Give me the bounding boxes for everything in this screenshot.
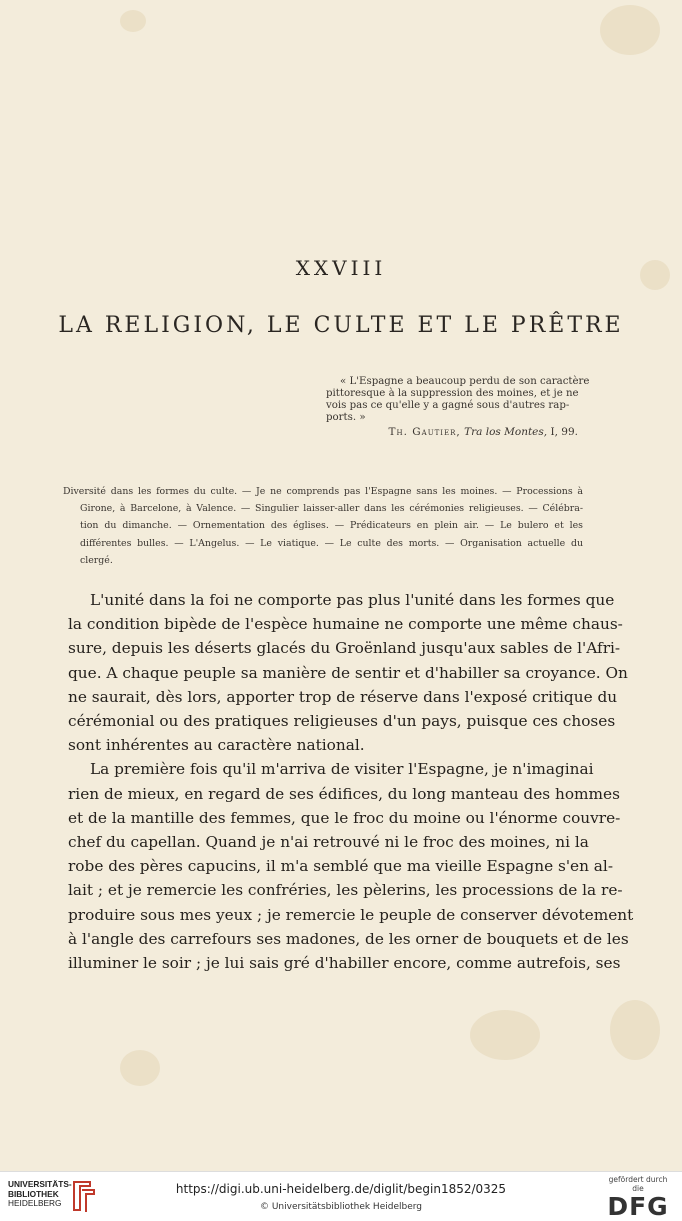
body-line: L'unité dans la foi ne comporte pas plus l'unité dans les formes que <box>90 591 615 609</box>
library-name-line: UNIVERSITÄTS- <box>8 1179 72 1189</box>
summary-line: Diversité dans les formes du culte. — Je ne comprends pas l'Espagne sans les moines. — Processions à <box>63 486 583 497</box>
summary-line: clergé. <box>80 554 113 566</box>
body-line: sure, depuis les déserts glacés du Groënland jusqu'aux sables de l'Afri- <box>68 639 621 658</box>
body-line: ne saurait, dès lors, apporter trop de réserve dans l'exposé critique du <box>68 687 618 706</box>
paper-stain <box>120 10 146 32</box>
body-line: cérémonial ou des pratiques religieuses d'un pays, puisque ces choses <box>68 712 616 731</box>
viewer-footer <box>0 1171 682 1220</box>
body-line: que. A chaque peuple sa manière de sentir et d'habiller sa croyance. On <box>68 663 628 682</box>
chapter-title: LA RELIGION, LE CULTE ET LE PRÊTRE <box>58 313 624 338</box>
body-line: illuminer le soir ; je lui sais gré d'habiller encore, comme autrefois, ses <box>68 954 621 973</box>
body-line: rien de mieux, en regard de ses édifices, du long manteau des hommes <box>68 784 620 803</box>
epigraph-reference: I, 99. <box>550 426 578 438</box>
paper-stain <box>470 1010 540 1060</box>
body-line: chef du capellan. Quand je n'ai retrouvé ni le froc des moines, ni la <box>68 833 589 852</box>
summary-line: Girone, à Barcelone, à Valence. — Singulier laisser-aller dans les cérémonies religieuses. — Célébra- <box>80 503 583 515</box>
library-name-line: BIBLIOTHEK <box>8 1188 59 1199</box>
funder-note: gefördert durch die <box>608 1175 668 1193</box>
body-line: robe des pères capucins, il m'a semblé que ma vieille Espagne s'en al- <box>68 857 613 876</box>
paper-stain <box>610 1000 660 1060</box>
epigraph <box>326 376 590 424</box>
permalink-url[interactable]: https://digi.ub.uni-heidelberg.de/diglit/begin1852/0325 <box>175 1182 507 1196</box>
copyright-notice: © Universitätsbibliothek Heidelberg <box>259 1202 422 1212</box>
body-line: produire sous mes yeux ; je remercie le peuple de conserver dévotement <box>68 905 634 924</box>
epigraph-line: ports. » <box>326 412 366 423</box>
body-line: La première fois qu'il m'arriva de visiter l'Espagne, je n'imaginai <box>90 760 594 779</box>
funder-badge[interactable] <box>602 1175 674 1221</box>
summary-line: différentes bulles. — L'Angelus. — Le viatique. — Le culte des morts. — Organisation actuelle du <box>80 537 583 549</box>
epigraph-author: Th. Gautier, <box>388 426 461 438</box>
epigraph-work: Tra los Montes, <box>464 426 548 438</box>
epigraph-line: « L'Espagne a beaucoup perdu de son caractère <box>340 376 590 387</box>
chapter-number: XXVIII <box>295 256 387 280</box>
library-name-line: HEIDELBERG <box>8 1198 62 1209</box>
body-line: sont inhérentes au caractère national. <box>68 736 365 755</box>
dfg-logo: DFG <box>607 1192 669 1221</box>
paper-stain <box>600 5 660 55</box>
epigraph-line: pittoresque à la suppression des moines, et je ne <box>326 388 579 399</box>
chapter-summary <box>63 483 583 569</box>
body-text <box>68 588 634 975</box>
epigraph-line: vois pas ce qu'elle y a gagné sous d'autres rap- <box>326 400 570 411</box>
body-line: à l'angle des carrefours ses madones, de les orner de bouquets et de les <box>68 929 629 948</box>
body-line: et de la mantille des femmes, que le froc du moine ou l'énorme couvre- <box>68 808 621 827</box>
summary-line: tion du dimanche. — Ornementation des églises. — Prédicateurs en plein air. — Le bulero et les <box>80 520 583 532</box>
body-line: la condition bipède de l'espèce humaine ne comporte une même chaus- <box>68 615 623 634</box>
epigraph-source <box>326 426 578 438</box>
paper-stain <box>120 1050 160 1086</box>
body-line: lait ; et je remercie les confréries, les pèlerins, les processions de la re- <box>68 881 623 900</box>
